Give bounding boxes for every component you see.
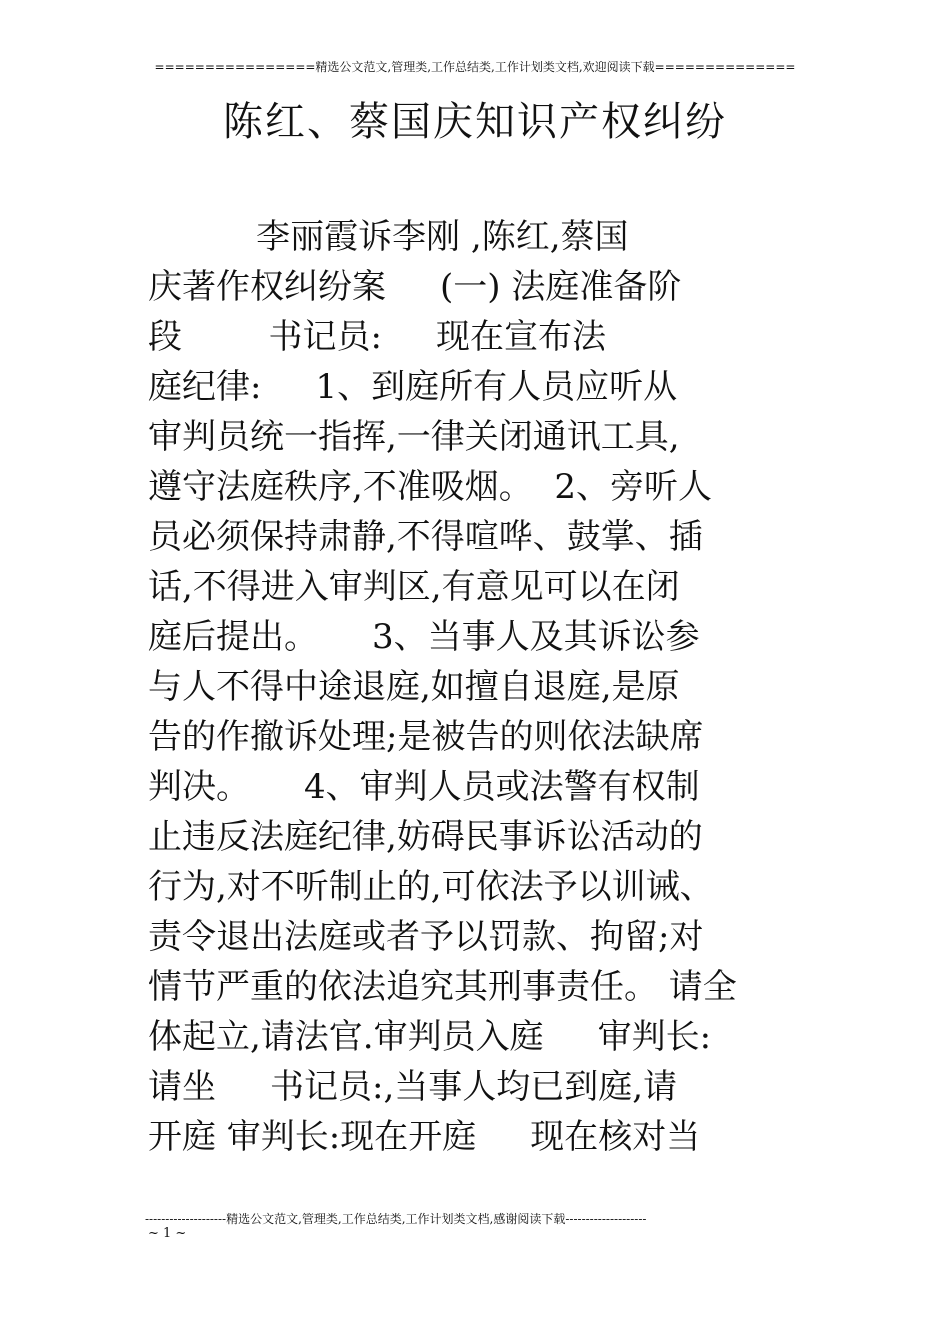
body-text-line: 开庭 审判长:现在开庭 现在核对当 bbox=[148, 1117, 701, 1157]
body-text-line: 请坐 书记员:,当事人均已到庭,请 bbox=[148, 1067, 678, 1107]
body-text-line: 李丽霞诉李刚 ,陈红,蔡国 bbox=[148, 217, 629, 257]
body-text-line: 遵守法庭秩序,不准吸烟。 2、旁听人 bbox=[148, 467, 713, 507]
body-text-line: 审判员统一指挥,一律关闭通讯工具, bbox=[148, 417, 680, 457]
body-text-line: 判决。 4、审判人员或法警有权制 bbox=[148, 767, 700, 807]
body-text-line: 话,不得进入审判区,有意见可以在闭 bbox=[148, 567, 680, 607]
page-footer: --------------------精选公文范文,管理类,工作总结类,工作计划类文档,感谢阅读下载-------------------- bbox=[145, 1212, 647, 1226]
document-title: 陈红、蔡国庆知识产权纠纷 bbox=[223, 99, 727, 145]
page-number: ~ 1 ~ bbox=[148, 1226, 187, 1241]
body-text-line: 庆著作权纠纷案 (一) 法庭准备阶 bbox=[148, 267, 682, 307]
body-text-line: 段 书记员: 现在宣布法 bbox=[148, 317, 606, 357]
body-text-line: 告的作撤诉处理;是被告的则依法缺席 bbox=[148, 717, 704, 757]
body-text-line: 与人不得中途退庭,如擅自退庭,是原 bbox=[148, 667, 680, 707]
body-text-line: 止违反法庭纪律,妨碍民事诉讼活动的 bbox=[148, 817, 703, 857]
body-text-line: 情节严重的依法追究其刑事责任。 请全 bbox=[148, 967, 737, 1007]
body-text-line: 责令退出法庭或者予以罚款、拘留;对 bbox=[148, 917, 704, 957]
body-text-line: 员必须保持肃静,不得喧哗、鼓掌、插 bbox=[148, 517, 703, 557]
body-text-line: 行为,对不听制止的,可依法予以训诫、 bbox=[148, 867, 714, 907]
body-text-line: 体起立,请法官.审判员入庭 审判长: bbox=[148, 1017, 712, 1057]
body-text-line: 庭纪律: 1、到庭所有人员应听从 bbox=[148, 367, 678, 407]
page-header: ================精选公文范文,管理类,工作总结类,工作计划类文档,欢迎阅读下载============== bbox=[154, 60, 796, 74]
body-text-line: 庭后提出。 3、当事人及其诉讼参 bbox=[148, 617, 700, 657]
